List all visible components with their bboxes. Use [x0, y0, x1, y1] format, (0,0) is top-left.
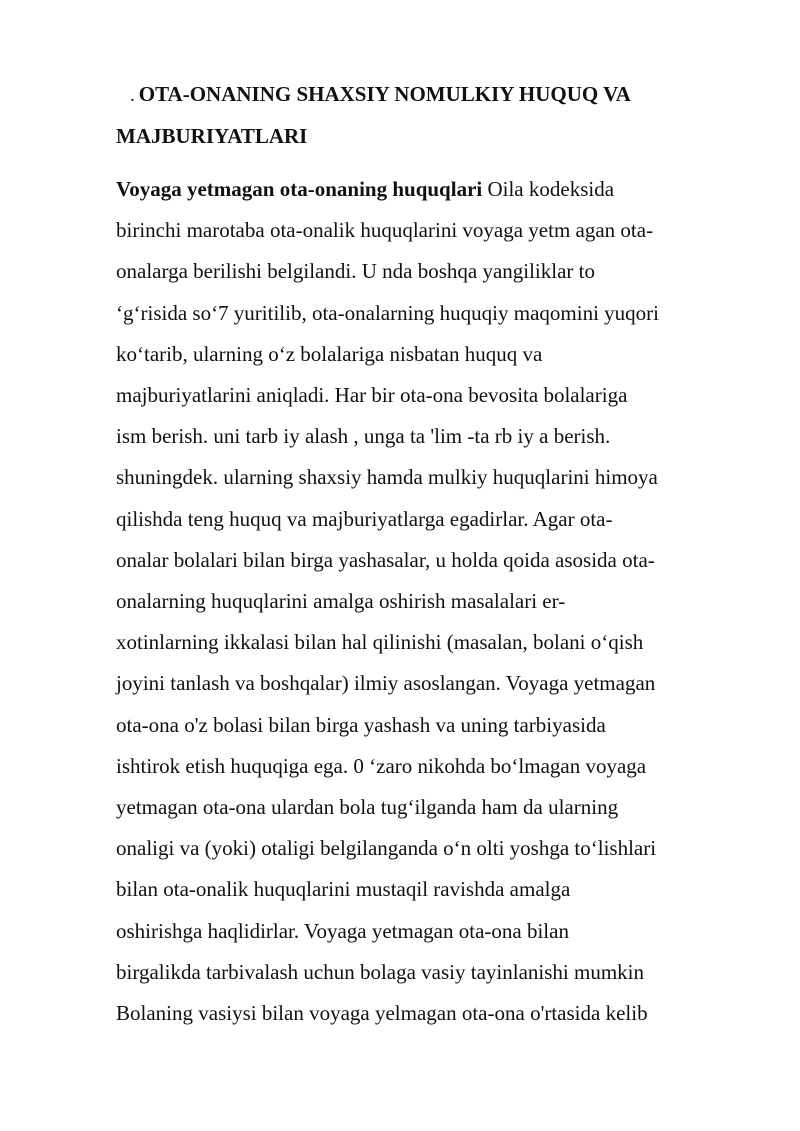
paragraph-line: onalarga berilishi belgilandi. U nda boshqa yangiliklar to [116, 259, 596, 284]
paragraph-line: xotinlarning ikkalasi bilan hal qilinishi (masalan, bolani o‘qish [116, 630, 644, 655]
paragraph-line: ism berish. uni tarb iy alash , unga ta 'lim -ta rb iy a berish. [116, 424, 611, 449]
paragraph-line [116, 169, 746, 210]
heading-text-1: OTA-ONANING SHAXSIY NOMULKIY HUQUQ VA [138, 82, 631, 106]
paragraph-line: ko‘tarib, ularning o‘z bolalariga nisbatan huquq va [116, 341, 543, 366]
paragraph-line: shuningdek. ularning shaxsiy hamda mulkiy huquqlarini himoya [116, 465, 658, 490]
paragraph-line: bilan ota-onalik huquqlarini mustaqil ravishda amalga [116, 877, 571, 902]
heading-line-2: MAJBURIYATLARI [116, 124, 308, 148]
paragraph-line: Bolaning vasiysi bilan voyaga yelmagan ota-ona o'rtasida kelib [116, 1001, 648, 1026]
paragraph-line: birinchi marotaba ota-onalik huquqlarini voyaga yetm agan ota- [116, 218, 654, 243]
paragraph-line: oshirishga haqlidirlar. Voyaga yetmagan ota-ona bilan [116, 918, 569, 943]
document-content [116, 74, 746, 1034]
paragraph-line: ota-ona o'z bolasi bilan birga yashash va uning tarbiyasida [116, 712, 606, 737]
paragraph-line: onalarning huquqlarini amalga oshirish masalalari er- [116, 589, 566, 614]
body-paragraph [116, 169, 746, 1034]
paragraph-line: ishtirok etish huquqiga ega. 0 ‘zaro nikohda bo‘lmagan voyaga [116, 753, 647, 778]
paragraph-line: qilishda teng huquq va majburiyatlarga egadirlar. Agar ota- [116, 506, 613, 531]
document-heading [116, 74, 746, 157]
paragraph-line: onalar bolalari bilan birga yashasalar, u holda qoida asosida ota- [116, 547, 655, 572]
heading-marker: . [130, 85, 135, 106]
paragraph-line: ‘g‘risida so‘7 yuritilib, ota-onalarning huquqiy maqomini yuqori [116, 300, 659, 325]
paragraph-line: joyini tanlash va boshqalar) ilmiy asoslangan. Voyaga yetmagan [116, 671, 656, 696]
paragraph-line: birgalikda tarbivalash uchun bolaga vasiy tayinlanishi mumkin [116, 959, 645, 984]
lead-bold-text: Voyaga yetmagan ota-onaning huquqlari [116, 177, 483, 201]
paragraph-line-text: Oila kodeksida [482, 177, 615, 201]
paragraph-line: onaligi va (yoki) otaligi belgilanganda o‘n olti yoshga to‘lishlari [116, 836, 657, 861]
paragraph-line: yetmagan ota-ona ulardan bola tug‘ilganda ham da ularning [116, 795, 619, 820]
paragraph-line: majburiyatlarini aniqladi. Har bir ota-ona bevosita bolalariga [116, 383, 628, 408]
heading-line-1 [116, 74, 746, 116]
